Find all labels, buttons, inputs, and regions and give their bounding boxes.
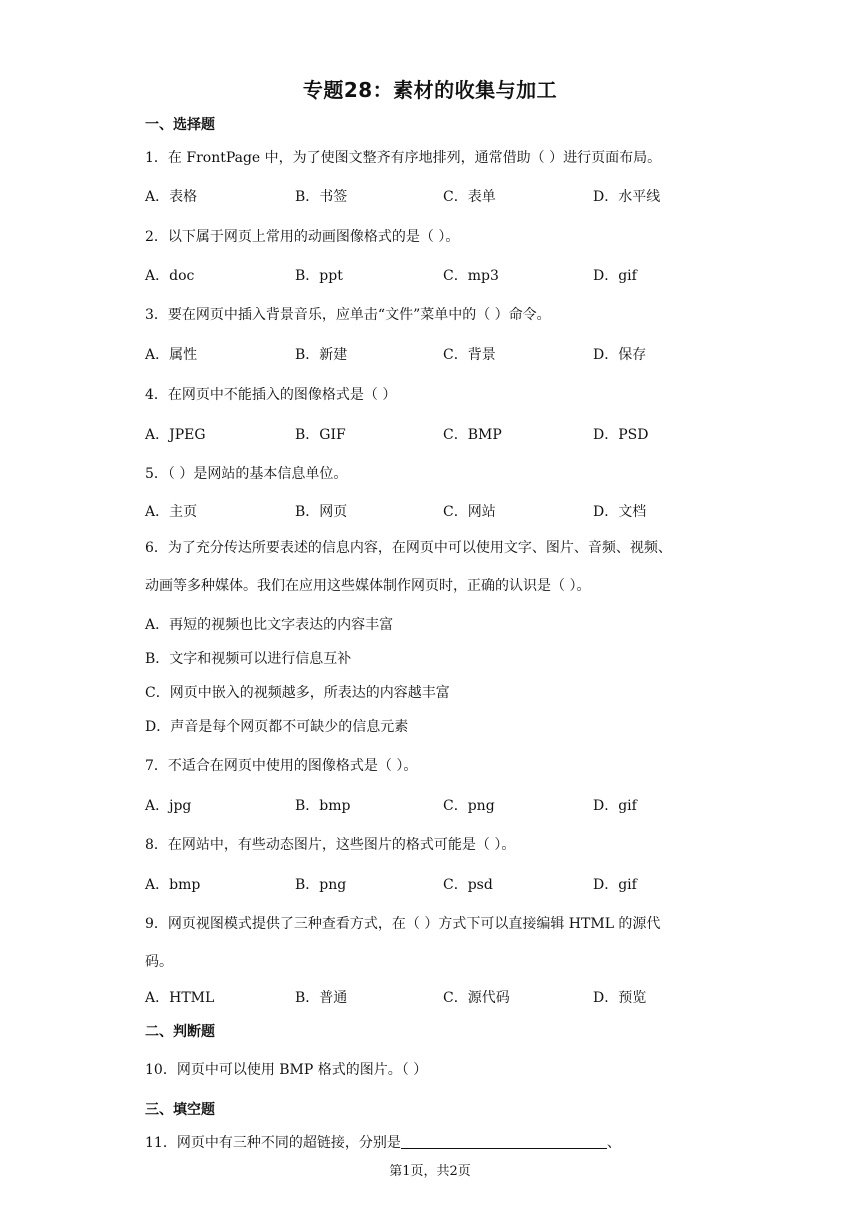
question-1-options [145,186,745,206]
option-d: D．PSD [593,427,649,443]
option-d: D．水平线 [593,189,661,205]
question-4-options [145,424,745,444]
option-b: B．GIF [295,427,346,443]
question-3-stem: 3．要在网页中插入背景音乐，应单击“文件”菜单中的（ ）命令。 [145,307,551,323]
question-3-options [145,344,745,364]
option-b: B．普通 [295,990,348,1006]
question-6-option-d: D．声音是每个网页都不可缺少的信息元素 [145,719,409,735]
question-11-line [145,1132,621,1152]
question-5-stem: 5．（ ）是网站的基本信息单位。 [145,466,348,482]
question-7-stem: 7．不适合在网页中使用的图像格式是（ ）。 [145,758,418,774]
question-2-stem: 2．以下属于网页上常用的动画图像格式的是（ ）。 [145,229,460,245]
option-b: B．bmp [295,798,351,814]
option-c: C．表单 [443,189,496,205]
question-2-options [145,265,745,285]
question-6-option-b: B．文字和视频可以进行信息互补 [145,651,352,667]
question-1-stem: 1．在 FrontPage 中，为了使图文整齐有序地排列，通常借助（ ）进行页面布局。 [145,150,662,166]
option-d: D．gif [593,798,637,814]
option-d: D．gif [593,268,637,284]
option-c: C．源代码 [443,990,510,1006]
question-9-stem-line-2: 码。 [145,954,173,970]
option-c: C．psd [443,877,493,893]
option-a: A．JPEG [145,427,206,443]
section-heading-fill: 三、填空题 [145,1102,215,1118]
question-4-stem: 4．在网页中不能插入的图像格式是（ ） [145,387,397,403]
option-a: A．HTML [145,990,215,1006]
option-b: B．ppt [295,268,343,284]
answer-blank [401,1134,607,1149]
option-b: B．新建 [295,347,348,363]
option-a: A．jpg [145,798,192,814]
question-11-tail: 、 [606,1135,621,1151]
option-c: C．BMP [443,427,502,443]
option-a: A．表格 [145,189,198,205]
option-d: D．文档 [593,504,647,520]
question-6-stem-line-1: 6．为了充分传达所要表述的信息内容，在网页中可以使用文字、图片、音频、视频、 [145,540,672,556]
page-footer: 第1页，共2页 [389,1164,471,1179]
option-a: A．属性 [145,347,198,363]
question-7-options [145,795,745,815]
question-10-stem: 10．网页中可以使用 BMP 格式的图片。（ ） [145,1062,428,1078]
option-a: A．doc [145,268,195,284]
option-a: A．bmp [145,877,201,893]
section-heading-choice: 一、选择题 [145,117,215,133]
page-title: 专题28：素材的收集与加工 [302,78,558,102]
section-heading-judge: 二、判断题 [145,1024,215,1040]
option-d: D．gif [593,877,637,893]
option-b: B．网页 [295,504,348,520]
option-b: B．png [295,877,347,893]
question-8-options [145,874,745,894]
question-9-options [145,987,745,1007]
option-c: C．mp3 [443,268,499,284]
question-6-option-a: A．再短的视频也比文字表达的内容丰富 [145,617,394,633]
question-5-options [145,501,745,521]
question-11-stem: 11．网页中有三种不同的超链接，分别是 [145,1135,401,1151]
question-9-stem-line-1: 9．网页视图模式提供了三种查看方式，在（ ）方式下可以直接编辑 HTML 的源代 [145,916,661,932]
option-a: A．主页 [145,504,198,520]
question-6-option-c: C．网页中嵌入的视频越多，所表达的内容越丰富 [145,685,450,701]
option-b: B．书签 [295,189,348,205]
option-d: D．预览 [593,990,647,1006]
option-d: D．保存 [593,347,647,363]
question-8-stem: 8．在网站中，有些动态图片，这些图片的格式可能是（ ）。 [145,837,516,853]
option-c: C．背景 [443,347,496,363]
option-c: C．网站 [443,504,496,520]
option-c: C．png [443,798,495,814]
question-6-stem-line-2: 动画等多种媒体。我们在应用这些媒体制作网页时，正确的认识是（ ）。 [145,578,591,594]
